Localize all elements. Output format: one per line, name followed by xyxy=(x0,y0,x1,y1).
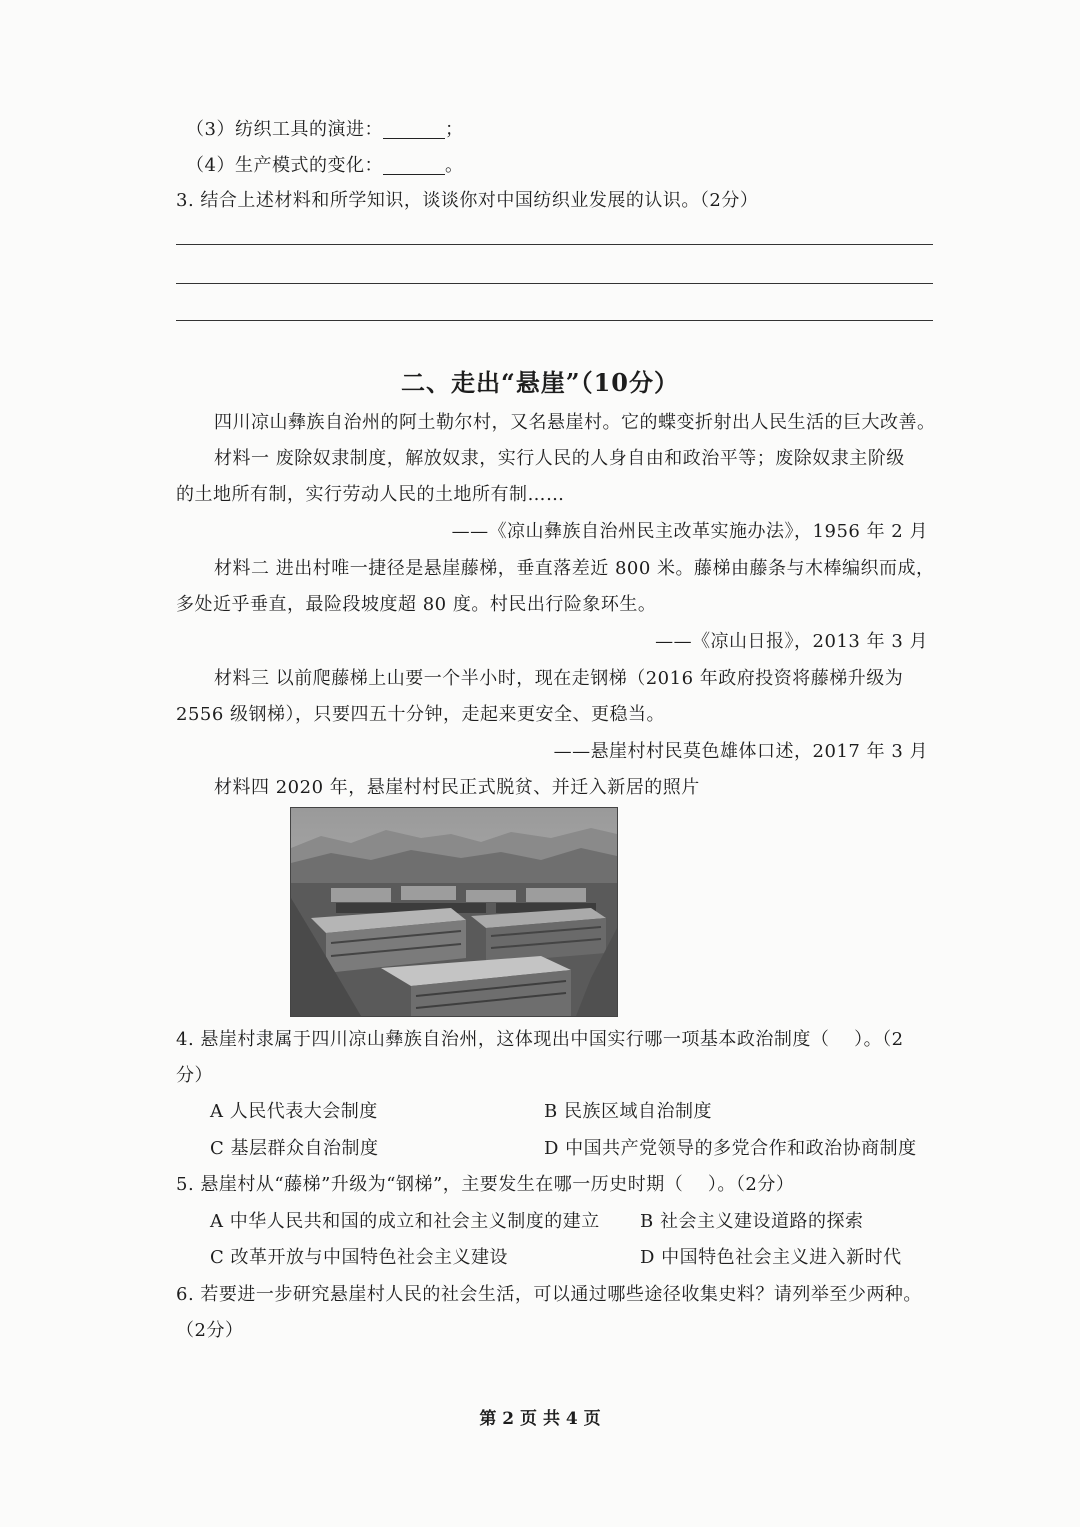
q3-item-end: ； xyxy=(444,119,464,140)
settlement-photo-illustration xyxy=(291,808,617,1016)
page-number: 第 2 页 共 4 页 xyxy=(479,1409,601,1429)
material-4-caption: 材料四 2020 年，悬崖村村民正式脱贫、并迁入新居的照片 xyxy=(214,777,700,798)
q3-item-label: （3）纺织工具的演进： xyxy=(186,119,383,140)
material-2-line-1: 材料二 进出村唯一捷径是悬崖藤梯，垂直落差近 800 米。藤梯由藤条与木棒编织而成， xyxy=(214,558,935,579)
answer-line-3[interactable] xyxy=(176,320,933,321)
material-3-line-1: 材料三 以前爬藤梯上山要一个半小时，现在走钢梯（2016 年政府投资将藤梯升级为 xyxy=(214,668,904,689)
q4-item xyxy=(186,154,463,178)
q4-answer-blank[interactable] xyxy=(383,156,445,175)
section-intro: 四川凉山彝族自治州的阿土勒尔村，又名悬崖村。它的蝶变折射出人民生活的巨大改善。 xyxy=(214,412,936,433)
settlement-photo xyxy=(290,807,618,1017)
section-title: 二、走出“悬崖”（10分） xyxy=(400,368,679,397)
q4-option-b[interactable]: B 民族区域自治制度 xyxy=(544,1101,712,1122)
q4-stem-line-1: 4. 悬崖村隶属于四川凉山彝族自治州，这体现出中国实行哪一项基本政治制度（ ）。（2 xyxy=(176,1029,904,1050)
material-1-line-2: 的土地所有制，实行劳动人民的土地所有制…… xyxy=(176,484,565,505)
q6-stem-line-1: 6. 若要进一步研究悬崖村人民的社会生活，可以通过哪些途径收集史料？请列举至少两种。 xyxy=(176,1284,922,1305)
q4-item-label: （4）生产模式的变化： xyxy=(186,155,383,176)
answer-line-2[interactable] xyxy=(176,283,933,284)
q4-option-d[interactable]: D 中国共产党领导的多党合作和政治协商制度 xyxy=(544,1138,917,1159)
material-2-line-2: 多处近乎垂直，最险段坡度超 80 度。村民出行险象环生。 xyxy=(176,594,657,615)
q5-option-b[interactable]: B 社会主义建设道路的探索 xyxy=(640,1211,864,1232)
q3-item xyxy=(186,118,463,142)
q4-option-c[interactable]: C 基层群众自治制度 xyxy=(210,1138,379,1159)
material-3-line-2: 2556 级钢梯），只要四五十分钟，走起来更安全、更稳当。 xyxy=(176,704,666,725)
q5-option-a[interactable]: A 中华人民共和国的成立和社会主义制度的建立 xyxy=(210,1211,600,1232)
q5-option-c[interactable]: C 改革开放与中国特色社会主义建设 xyxy=(210,1247,508,1268)
q4-item-end: 。 xyxy=(444,155,464,176)
q5-stem: 5. 悬崖村从“藤梯”升级为“钢梯”，主要发生在哪一历史时期（ ）。（2分） xyxy=(176,1174,795,1195)
material-1-line-1: 材料一 废除奴隶制度，解放奴隶，实行人民的人身自由和政治平等；废除奴隶主阶级 xyxy=(214,448,905,469)
q4-stem-line-2: 分） xyxy=(176,1065,213,1086)
q6-stem-line-2: （2分） xyxy=(176,1320,244,1341)
q3-answer-blank[interactable] xyxy=(383,120,445,139)
question-3: 3. 结合上述材料和所学知识，谈谈你对中国纺织业发展的认识。（2分） xyxy=(176,190,759,211)
material-1-source: ——《凉山彝族自治州民主改革实施办法》，1956 年 2 月 xyxy=(451,521,928,542)
q5-option-d[interactable]: D 中国特色社会主义进入新时代 xyxy=(640,1247,902,1268)
answer-line-1[interactable] xyxy=(176,244,933,245)
q4-option-a[interactable]: A 人民代表大会制度 xyxy=(210,1101,378,1122)
material-2-source: ——《凉山日报》，2013 年 3 月 xyxy=(655,631,928,652)
material-3-source: ——悬崖村村民莫色雄体口述，2017 年 3 月 xyxy=(553,741,928,762)
